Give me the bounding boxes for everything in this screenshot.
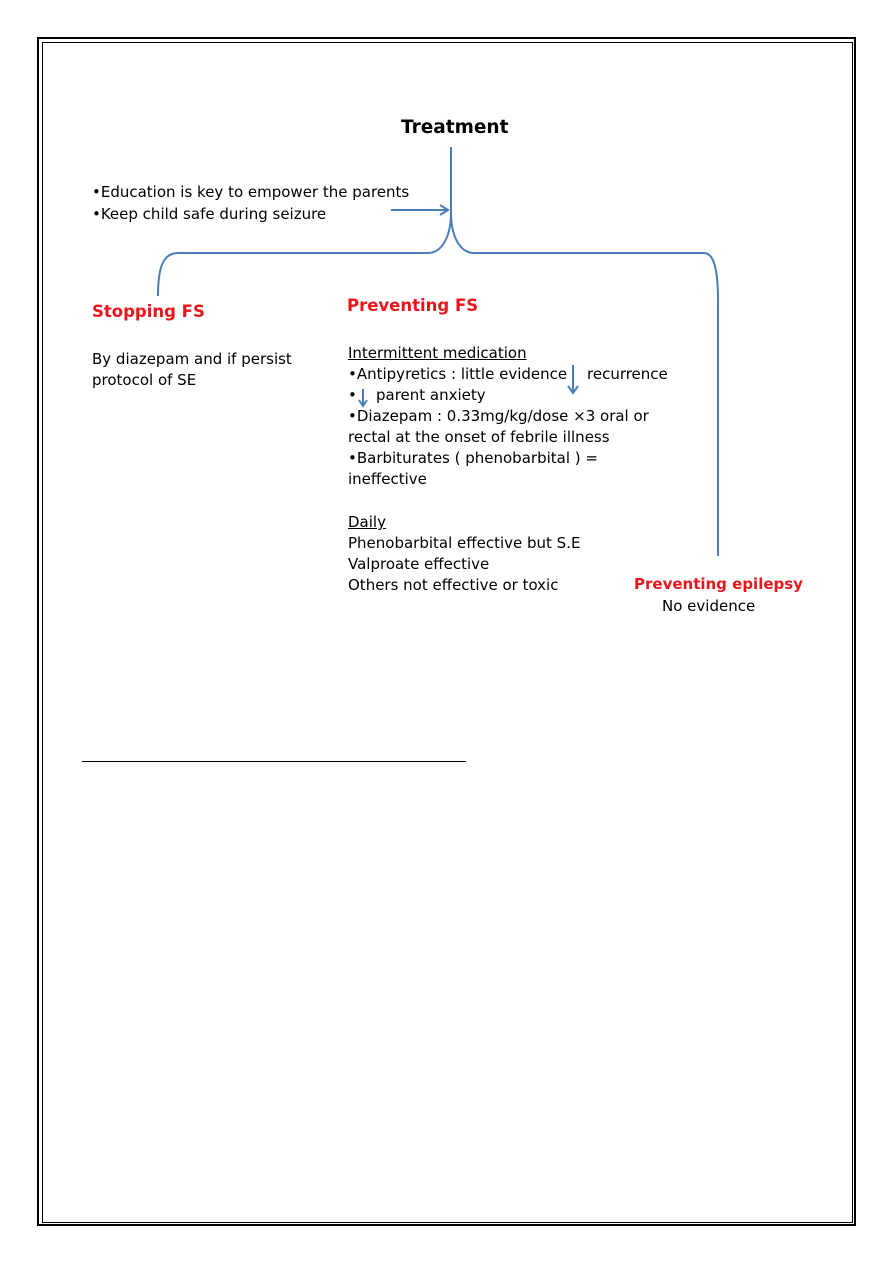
intro-bullet-education: •Education is key to empower the parents	[92, 183, 410, 201]
barbiturates-line-1: •Barbiturates ( phenobarbital ) =	[348, 449, 598, 467]
anxiety-bullet: •	[348, 386, 357, 404]
daily-heading: Daily	[348, 513, 386, 531]
barbiturates-line-2: ineffective	[348, 470, 427, 488]
stopping-fs-line-1: By diazepam and if persist	[92, 350, 292, 368]
parent-anxiety-text: parent anxiety	[376, 386, 486, 404]
daily-line-valproate: Valproate effective	[348, 555, 490, 573]
intro-bullet-safety: •Keep child safe during seizure	[92, 205, 327, 223]
intermittent-medication-heading: Intermittent medication	[348, 344, 527, 362]
footnote-separator	[82, 761, 466, 762]
stopping-fs-heading: Stopping FS	[92, 302, 205, 321]
antipyretics-recurrence: recurrence	[587, 365, 668, 383]
daily-line-others: Others not effective or toxic	[348, 576, 559, 594]
diazepam-line-1: •Diazepam : 0.33mg/kg/dose ×3 oral or	[348, 407, 649, 425]
preventing-epilepsy-heading: Preventing epilepsy	[634, 575, 803, 593]
preventing-fs-heading: Preventing FS	[347, 296, 479, 315]
stopping-fs-line-2: protocol of SE	[92, 371, 197, 389]
diazepam-line-2: rectal at the onset of febrile illness	[348, 428, 610, 446]
preventing-epilepsy-text: No evidence	[662, 597, 756, 615]
daily-line-phenobarbital: Phenobarbital effective but S.E	[348, 534, 581, 552]
diagram-title: Treatment	[401, 117, 509, 138]
antipyretics-text: •Antipyretics : little evidence	[348, 365, 568, 383]
